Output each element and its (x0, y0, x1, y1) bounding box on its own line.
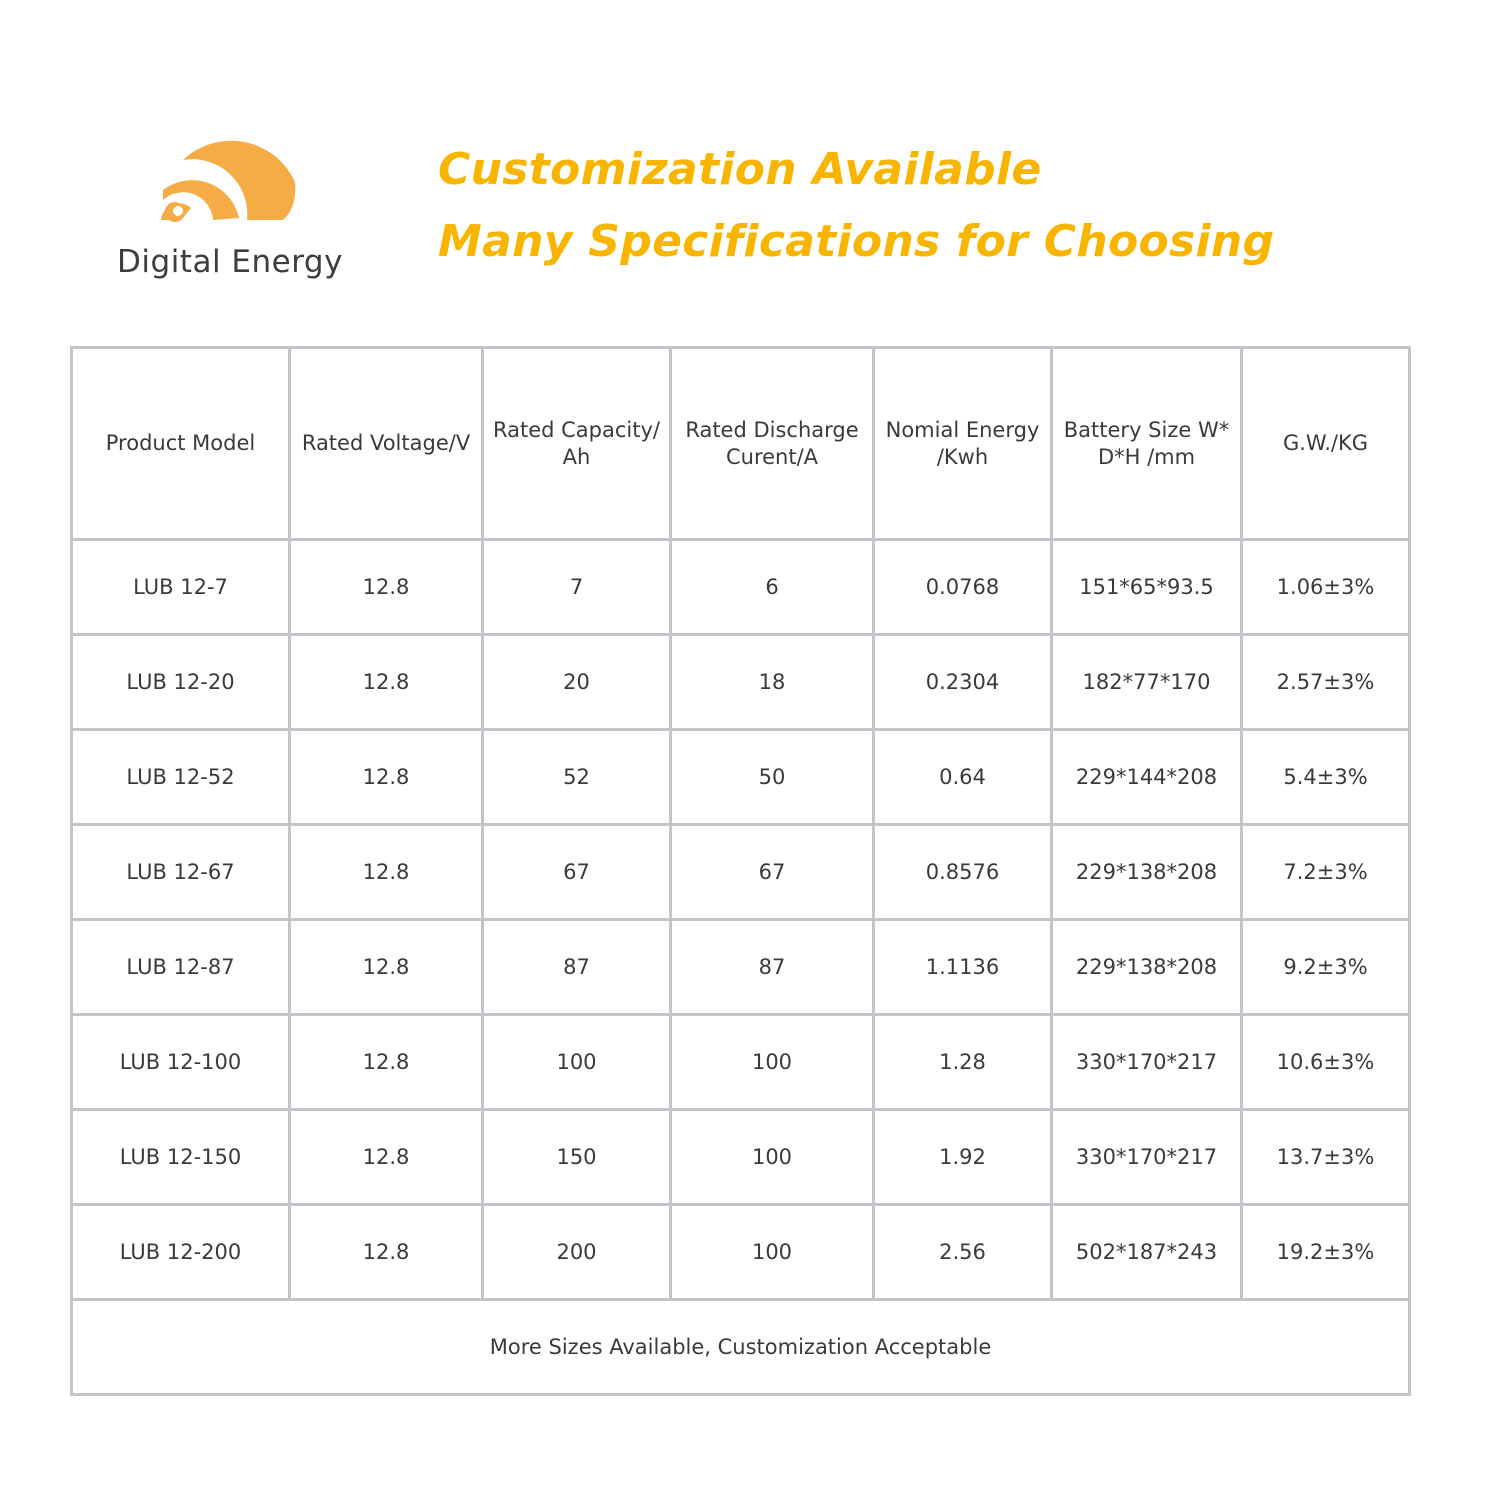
column-header: Rated Capacity/ Ah (483, 348, 671, 540)
table-cell: 1.28 (874, 1015, 1052, 1110)
table-cell: 12.8 (290, 1205, 483, 1300)
table-cell: 12.8 (290, 1110, 483, 1205)
table-cell: 1.92 (874, 1110, 1052, 1205)
brand-name: Digital Energy (117, 244, 343, 280)
table-row (72, 540, 1410, 635)
table-row (72, 825, 1410, 920)
table-row (72, 635, 1410, 730)
table-cell: 1.06±3% (1242, 540, 1410, 635)
table-cell: 67 (671, 825, 874, 920)
table-cell: LUB 12-200 (72, 1205, 290, 1300)
table-cell: 229*144*208 (1052, 730, 1242, 825)
column-header: Battery Size W* D*H /mm (1052, 348, 1242, 540)
table-header-row (72, 348, 1410, 540)
table-cell: 502*187*243 (1052, 1205, 1242, 1300)
table-cell: 12.8 (290, 635, 483, 730)
table-row (72, 730, 1410, 825)
table-cell: 100 (671, 1015, 874, 1110)
table-cell: 5.4±3% (1242, 730, 1410, 825)
table-cell: 9.2±3% (1242, 920, 1410, 1015)
table-cell: 200 (483, 1205, 671, 1300)
brand-logo (110, 108, 350, 288)
column-header: Rated Voltage/V (290, 348, 483, 540)
table-cell: 7 (483, 540, 671, 635)
table-cell: 12.8 (290, 1015, 483, 1110)
column-header: Rated Discharge Curent/A (671, 348, 874, 540)
table-cell: 150 (483, 1110, 671, 1205)
table-cell: 151*65*93.5 (1052, 540, 1242, 635)
table-cell: 52 (483, 730, 671, 825)
table-cell: LUB 12-87 (72, 920, 290, 1015)
headline (438, 134, 1274, 278)
table-row (72, 1110, 1410, 1205)
table-cell: 2.57±3% (1242, 635, 1410, 730)
table-cell: 330*170*217 (1052, 1015, 1242, 1110)
table-cell: 6 (671, 540, 874, 635)
table-cell: 0.8576 (874, 825, 1052, 920)
table-cell: LUB 12-150 (72, 1110, 290, 1205)
table-cell: 87 (671, 920, 874, 1015)
table-cell: 0.2304 (874, 635, 1052, 730)
table-cell: 0.0768 (874, 540, 1052, 635)
table-row (72, 920, 1410, 1015)
table-footer-row (72, 1300, 1410, 1395)
table-cell: 67 (483, 825, 671, 920)
table-cell: 12.8 (290, 730, 483, 825)
concentric-arcs-logo-icon (155, 108, 305, 228)
table-cell: LUB 12-52 (72, 730, 290, 825)
specifications-table (70, 346, 1411, 1396)
column-header: Nomial Energy /Kwh (874, 348, 1052, 540)
table-cell: LUB 12-67 (72, 825, 290, 920)
table-row (72, 1015, 1410, 1110)
column-header: G.W./KG (1242, 348, 1410, 540)
table-cell: LUB 12-20 (72, 635, 290, 730)
table-cell: 12.8 (290, 540, 483, 635)
table-cell: 330*170*217 (1052, 1110, 1242, 1205)
table-cell: LUB 12-100 (72, 1015, 290, 1110)
table-row (72, 1205, 1410, 1300)
table-cell: 7.2±3% (1242, 825, 1410, 920)
table-cell: 10.6±3% (1242, 1015, 1410, 1110)
table-cell: 87 (483, 920, 671, 1015)
table-cell: 12.8 (290, 920, 483, 1015)
headline-line-1: Customization Available (438, 144, 1042, 195)
table-footer-note: More Sizes Available, Customization Acceptable (72, 1300, 1410, 1395)
table-cell: 2.56 (874, 1205, 1052, 1300)
table-cell: 182*77*170 (1052, 635, 1242, 730)
table-cell: 229*138*208 (1052, 825, 1242, 920)
table-cell: 0.64 (874, 730, 1052, 825)
table-cell: 100 (671, 1110, 874, 1205)
column-header: Product Model (72, 348, 290, 540)
headline-line-2: Many Specifications for Choosing (438, 216, 1275, 267)
table-cell: 12.8 (290, 825, 483, 920)
table-cell: 229*138*208 (1052, 920, 1242, 1015)
table-cell: 13.7±3% (1242, 1110, 1410, 1205)
table-cell: 19.2±3% (1242, 1205, 1410, 1300)
table-cell: 50 (671, 730, 874, 825)
table-cell: 18 (671, 635, 874, 730)
table-cell: LUB 12-7 (72, 540, 290, 635)
table-cell: 1.1136 (874, 920, 1052, 1015)
table-cell: 20 (483, 635, 671, 730)
table-cell: 100 (483, 1015, 671, 1110)
table-cell: 100 (671, 1205, 874, 1300)
